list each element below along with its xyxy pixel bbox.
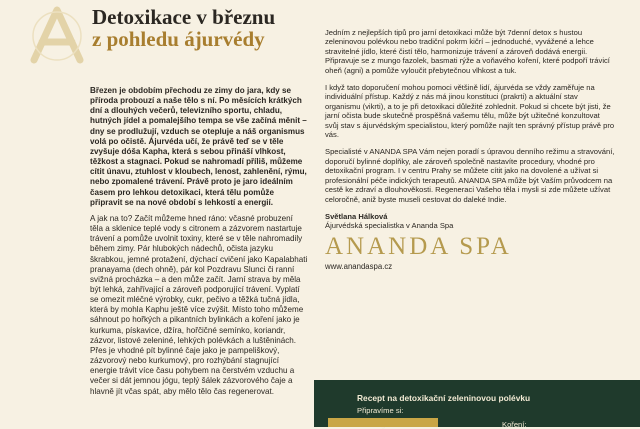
recipe-subtitle: Připravíme si: [357, 406, 404, 415]
brand-logo: ANANDA SPA [325, 232, 512, 260]
left-column [90, 86, 308, 397]
intro-paragraph: Březen je obdobím přechodu ze zimy do jara, kdy se příroda probouzí a naše tělo s ní. Po měsících krátkých dní a dlouhých večerů, televizního sportu, chladu, hutných jídel a pomalejšího tempa se vše začíná měnit – dny se prodlužují, vzduch se otepluje a náš organismus volá po očistě. Ájurvéda učí, že právě teď se v těle zvyšuje dóša Kapha, která s sebou přináší vlhkost, těžkost a stagnaci. Pokud se nahromadí příliš, můžeme cítit únavu, ztuhlost v kloubech, lenost, zahlenění, rýmu, nebo zpomalené trávení. Právě proto je jaro ideálním časem pro lehkou detoxikaci, která tělu pomůže připravit se na nové období s lehkostí a energií. [90, 86, 307, 207]
ananda-logo-icon [28, 6, 86, 64]
article-title [92, 6, 322, 50]
individual-approach-paragraph: I když tato doporučení mohou pomoci většině lidí, ájurvéda se vždy zaměřuje na individuální přístup. Každý z nás má jinou konstituci (prakrti) a aktuální stav organismu (vikrti), a to je při detoxikaci důležité zohlednit. Pokud si chcete být jisti, že jarní očista bude skutečně prospěšná vašemu tělu, může být užitečné konzultovat svůj stav s ájurvédským specialistou, který pomůže najít ten správný přístup právě pro vás. [325, 83, 615, 140]
body-paragraph: A jak na to? Začít můžeme hned ráno: včasné probuzení těla a sklenice teplé vody s citronem a zázvorem nastartuje trávení a pomůže uvolnit toxiny, které se v těle nahromadily během zimy. Pár hlubokých nádechů, očista jazyku škrabkou, jemné protažení, dýchací cvičení jako Kapalabhati pranayama (dech ohně), pár kol Pozdravu Slunci či ranní svižná procházka – a den může začít. Jarní strava by měla být lehká, zahřívající a zároveň podporující trávení. Vyplatí se omezit mléčné výrobky, cukr, pečivo a těžká tučná jídla, která by mohla Kaphu ještě více zvýšit. Místo toho můžeme sáhnout po hořkých a pikantních bylinkách a koření jako je kurkuma, pískavice, džíra, hořčičné semínko, koriandr, zázvor, listové zeleniné, lehkých polévkách a luštěninách. Přes je vhodné pít bylinné čaje jako je pampeliškový, zázvorový nebo kurkumový, pro rozhýbání stagnující energie trávit více času pohybem na čerstvém vzduchu a večer si dát jemnou jógu, teplý šálek zázvorového čaje a hlavně jít včas spát, aby mělo tělo čas regenerovat. [90, 213, 308, 396]
website-link[interactable]: www.anandaspa.cz [325, 261, 393, 271]
title-line-2: z pohledu ájurvédy [92, 27, 265, 51]
spa-paragraph: Specialisté v ANANDA SPA Vám nejen poradí s úpravou denního režimu a stravování, doporučí bylinné doplňky, ale zároveň společně nastavíte procedury, vhodné pro detoxikační program. I v centru Prahy se můžete cítit jako na dovolené a užívat si profesionální péče indických terapeutů. ANANDA SPA může být Vaším průvodcem na cestě ke zdraví a dlouhověkosti. Regeneraci Vašeho těla i mysli si zde můžete užívat celoročně, aniž byste museli cestovat do daleké Indie. [325, 147, 615, 204]
detox-tip-paragraph: Jedním z nejlepších tipů pro jarní detoxikaci může být 7denní detox s hustou zeleninovou polévkou nebo tradiční pokrm kičrí – jednoduché, vyvážené a lehce stravitelné jídlo, které čistí tělo, harmonizuje trávení a zároveň dodává energii. Připravuje se z mungo fazolek, basmati rýže a voňavého koření, které podpoří trávicí oheň (agni) a pomůže vyloučit přebytečnou vlhkost a tuk. [325, 28, 610, 75]
recipe-title: Recept na detoxikační zeleninovou polévku [357, 393, 531, 403]
recipe-spices-label: Koření: [502, 420, 527, 429]
author-name: Světlana Hálková [325, 211, 388, 221]
right-column [325, 28, 615, 271]
author-role: Ájurvédská specialistka v Ananda Spa [325, 221, 454, 231]
gold-accent-bar [328, 418, 438, 427]
title-line-1: Detoxikace v březnu [92, 5, 276, 29]
